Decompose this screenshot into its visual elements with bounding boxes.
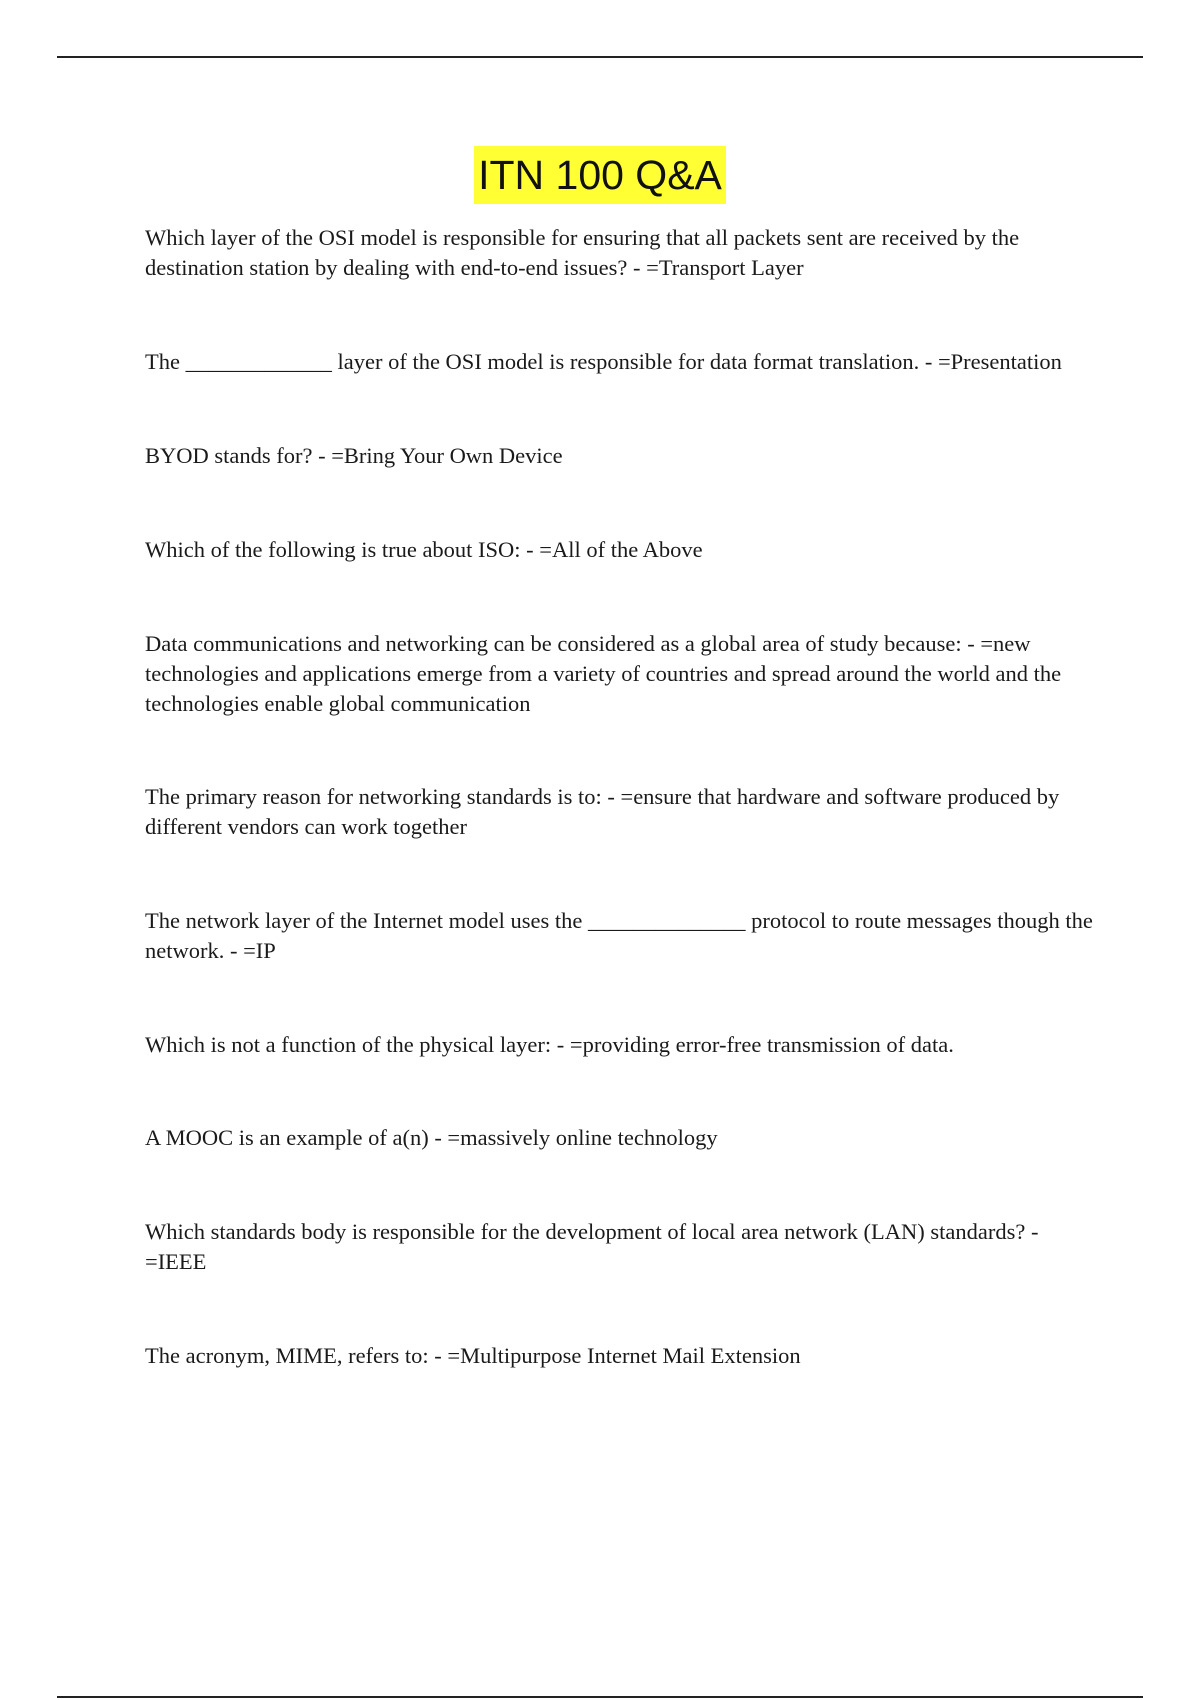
footer-rule <box>57 1696 1143 1698</box>
document-title: ITN 100 Q&A <box>474 146 726 204</box>
qa-item: Which of the following is true about ISO: - =All of the Above <box>145 537 703 562</box>
qa-list <box>145 223 1095 1371</box>
qa-item: Which layer of the OSI model is responsible for ensuring that all packets sent are received by the destination station by dealing with end-to-end issues? - =Transport Layer <box>145 225 1020 280</box>
qa-item: A MOOC is an example of a(n) - =massively online technology <box>145 1125 718 1150</box>
qa-item: The network layer of the Internet model uses the ______________ protocol to route messages though the network. - =IP <box>145 908 1093 963</box>
qa-item: The primary reason for networking standards is to: - =ensure that hardware and software produced by different vendors can work together <box>145 784 1060 839</box>
title-container <box>0 146 1200 204</box>
qa-item: The _____________ layer of the OSI model is responsible for data format translation. - =Presentation <box>145 349 1062 374</box>
header-rule <box>57 56 1143 58</box>
qa-item: Which is not a function of the physical layer: - =providing error-free transmission of data. <box>145 1032 954 1057</box>
qa-item: Which standards body is responsible for the development of local area network (LAN) standards? - =IEEE <box>145 1219 1039 1274</box>
qa-item: BYOD stands for? - =Bring Your Own Device <box>145 443 563 468</box>
qa-item: Data communications and networking can be considered as a global area of study because: - =new technologies and applications emerge from a variety of countries and spread around the world and the technologies enable global communication <box>145 631 1062 716</box>
qa-item: The acronym, MIME, refers to: - =Multipurpose Internet Mail Extension <box>145 1343 801 1368</box>
